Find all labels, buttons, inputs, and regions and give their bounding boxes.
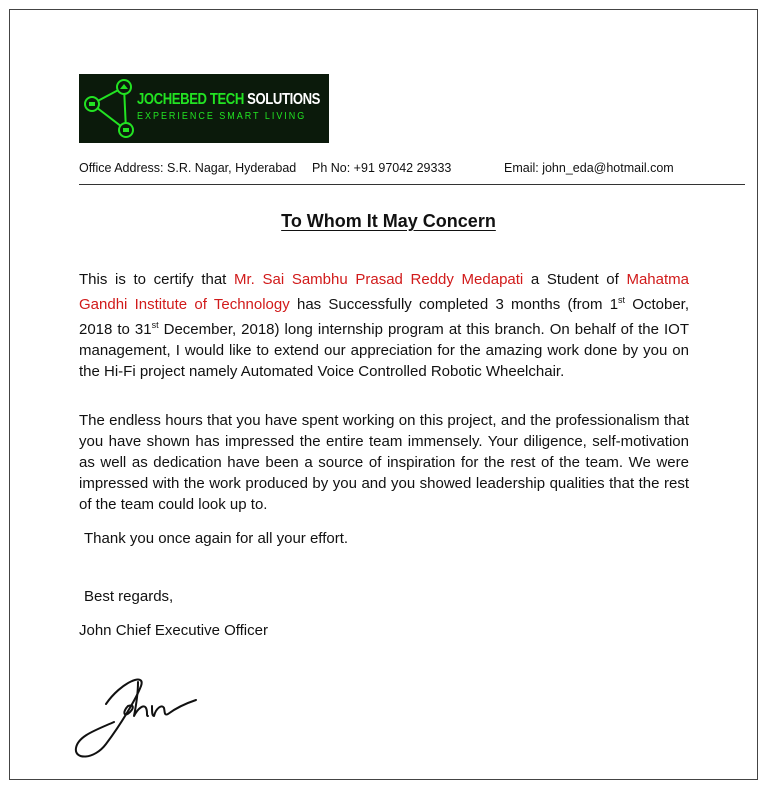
- company-tagline: EXPERIENCE SMART LIVING: [137, 111, 307, 122]
- p1-text-3: has Successfully completed 3 months (from 1: [289, 296, 619, 313]
- ordinal-suffix-1: st: [618, 295, 626, 305]
- paragraph-certification: [79, 269, 689, 382]
- student-name: Mr. Sai Sambhu Prasad Reddy Medapati: [234, 271, 524, 288]
- email-address: Email: john_eda@hotmail.com: [504, 161, 674, 175]
- p1-text-5: December, 2018) long internship program at this branch. On behalf of the IOT management, I would like to extend our appreciation for the amazing work done by you on the Hi-Fi project namely Automated Voice Controlled Robotic Wheelchair.: [79, 321, 689, 380]
- college-name: Mahatma Gandhi Institute of Technology: [79, 271, 689, 313]
- p1-text-1: This is to certify that: [79, 271, 234, 288]
- p1-text-2: a Student of: [523, 271, 627, 288]
- ordinal-suffix-2: st: [151, 320, 159, 330]
- p1-text-4: October, 2018 to 31: [79, 296, 689, 338]
- signatory-line: John Chief Executive Officer: [79, 622, 268, 639]
- company-name: [137, 91, 320, 109]
- letter-title-text: To Whom It May Concern: [281, 211, 496, 231]
- signature: [66, 664, 206, 764]
- header-divider: [79, 184, 745, 185]
- company-logo: [79, 74, 329, 143]
- letter-title: [0, 211, 777, 232]
- phone-number: Ph No: +91 97042 29333: [312, 161, 452, 175]
- office-address: Office Address: S.R. Nagar, Hyderabad: [79, 161, 297, 175]
- paragraph-appreciation: The endless hours that you have spent working on this project, and the professionalism that you have shown has impressed the entire team immensely. Your diligence, self-motivation as well as dedication have been a source of inspiration for the rest of the team. We were impressed with the work produced by you and you showed leadership qualities that the rest of the team could look up to.: [79, 412, 689, 513]
- thanks-line: Thank you once again for all your effort.: [84, 530, 349, 547]
- regards-line: Best regards,: [84, 588, 174, 605]
- company-name-part2: SOLUTIONS: [247, 91, 321, 108]
- company-name-part1: JOCHEBED TECH: [137, 91, 244, 108]
